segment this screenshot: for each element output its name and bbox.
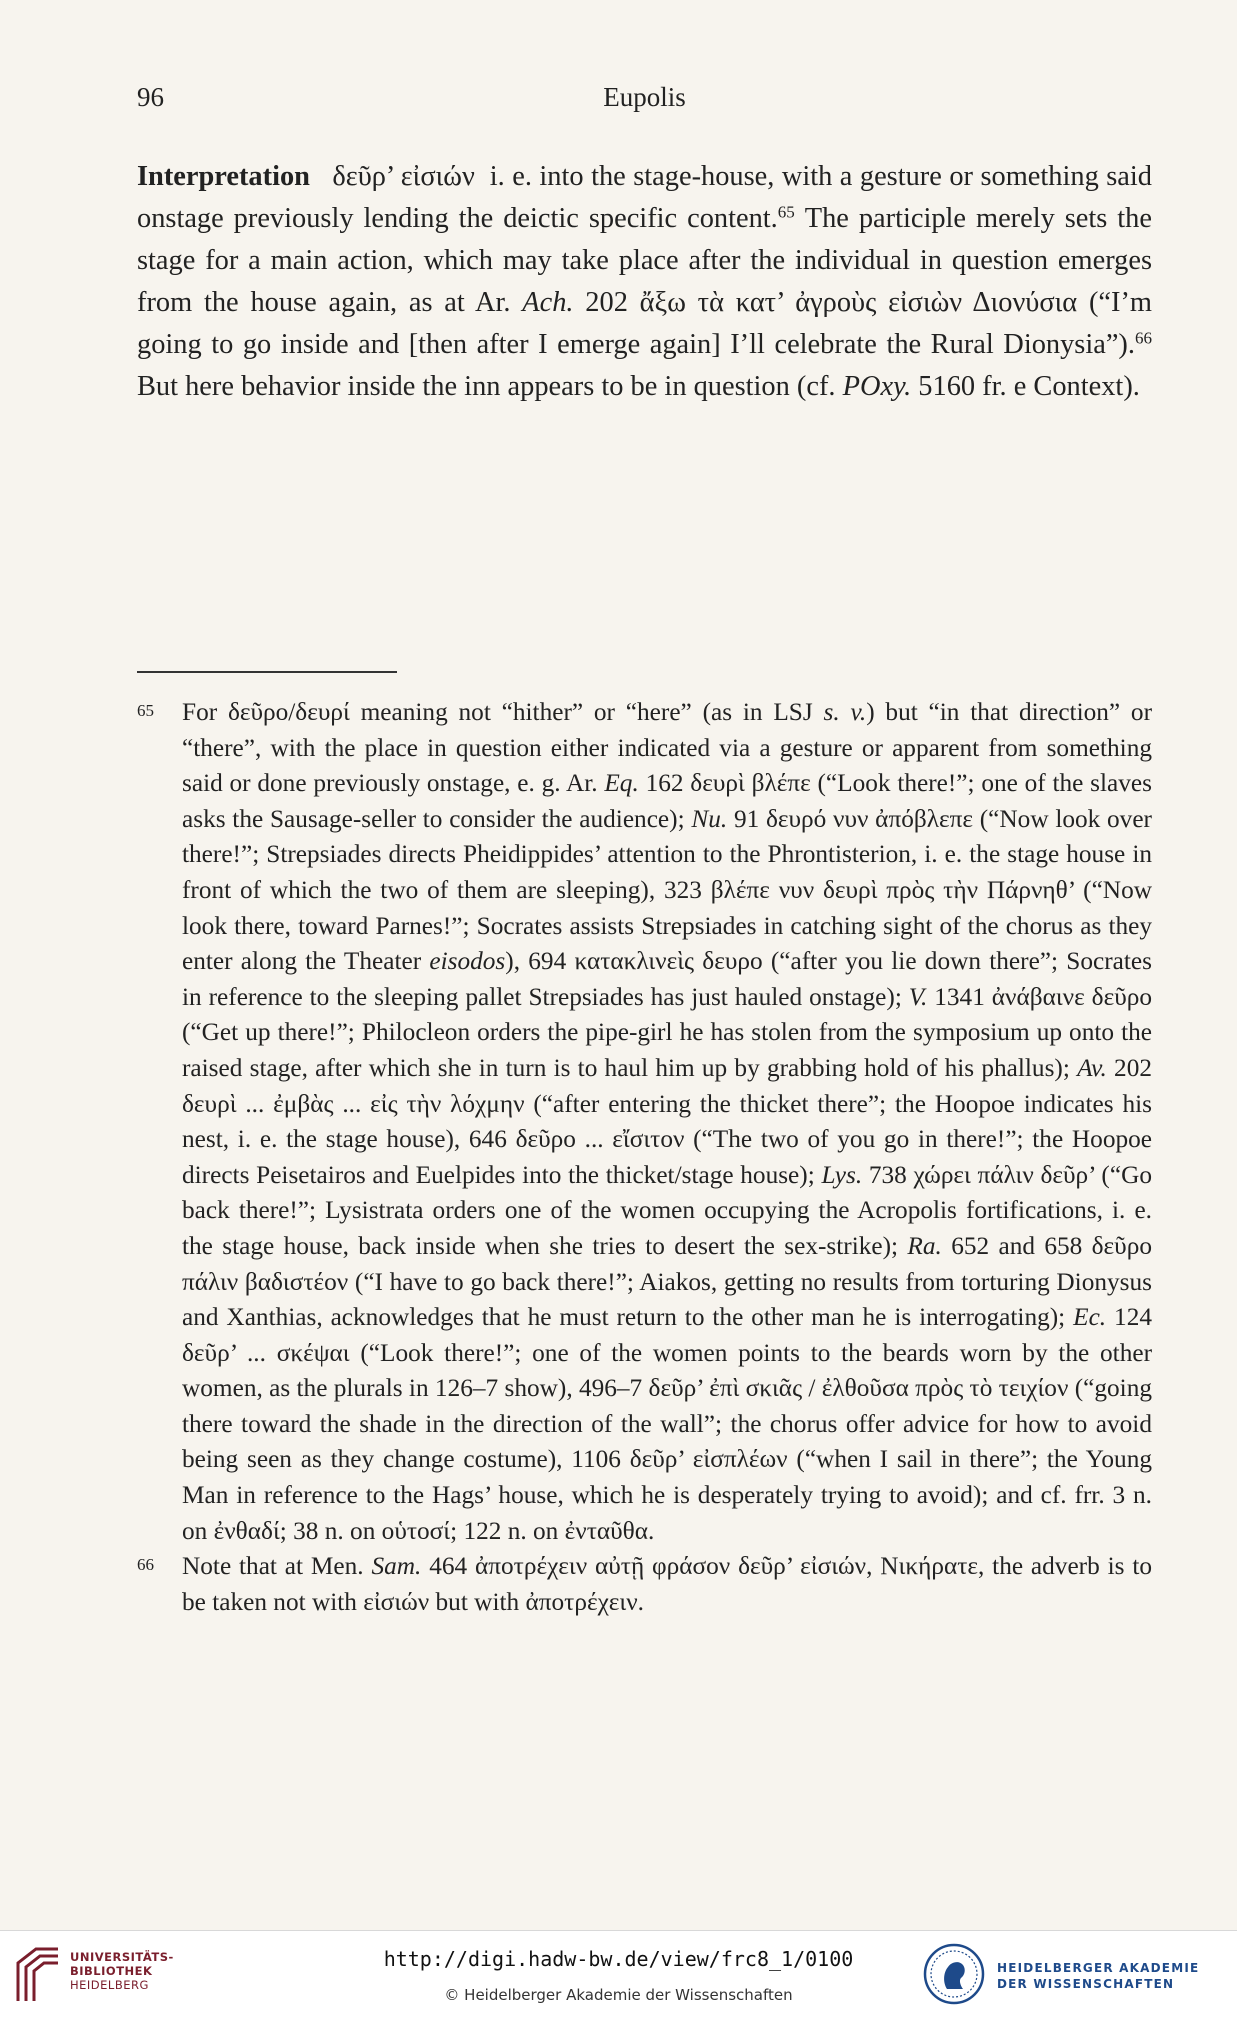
lemma: δεῦρ’ εἰσιών [332,161,475,192]
section-label: Interpretation [137,161,310,192]
text-segment: 738 χώρει πάλιν δεῦρ’ (“Go back there!”; Lysistrata orders one of the women occupying the Acropolis fortifications, i. e. the stage house, back inside when she tries to desert the sex-strike); [182,1160,1152,1260]
citation-abbrev: Sam. [371,1552,422,1581]
citation-abbrev: Nu. [691,804,728,833]
text-segment: 464 ἀποτρέχειν αὐτῇ φράσον δεῦρ’ εἰσιών, Νικήρατε, the adverb is to be taken not with εἰσιών but with ἀποτρέχειν. [182,1552,1152,1616]
citation-ach: Ach. [522,287,574,318]
hadw-logo[interactable] [923,1943,1213,2007]
text-segment: 5160 fr. e Context). [911,371,1140,402]
page-number: 96 [137,82,164,112]
text-segment: 1341 ἀνάβαινε δεῦρο (“Get up there!”; Philocleon orders the pipe-girl he has stolen from the symposium up onto the raised stage, after which she in turn is to haul him up by grabbing hold of his phallus); [182,982,1152,1082]
text-segment: 652 and 658 δεῦρο πάλιν βαδιστέον (“I have to go back there!”; Aiakos, getting no results from torturing Dionysus and Xanthias, acknowledges that he must return to the other man he is interrogating); [182,1231,1152,1332]
footnote-65 [137,695,1152,1549]
citation-poxy: POxy. [842,371,912,402]
citation-abbrev: V. [908,982,928,1011]
text-segment: i. e. into the stage-house, with a gesture or something said onstage previously lending the deictic specific content. [137,161,1152,234]
hadw-logo-text [997,1960,1199,1992]
main-paragraph [137,156,1152,408]
footnote-66 [137,1549,1152,1620]
citation-abbrev: Ra. [907,1231,942,1260]
citation-abbrev: Ec. [1073,1303,1107,1332]
running-title: Eupolis [603,82,686,112]
ub-line3: HEIDELBERG [70,1978,149,1992]
text-segment: 202 ἄξω τὰ κατ’ ἀγροὺς εἰσιὼν Διονύσια (“I’m going to go inside and [then after I emerge again] I’ll celebrate the Rural Dionysia”). [137,287,1152,360]
citation-abbrev: Lys. [821,1160,863,1189]
text-segment: But here behavior inside the inn appears to be in question (cf. [137,371,843,402]
text-segment: 202 δευρὶ ... ἐμβὰς ... εἰς τὴν λόχμην (“after entering the thicket there”; the Hoopoe indicates his nest, i. e. the stage house), 646 δεῦρο ... εἴσιτον (“The two of you go in there!”; the Hoopoe directs Peisetairos and Euelpides into the thicket/stage house); [182,1053,1152,1189]
hadw-seal-icon [923,1943,985,2005]
text-segment: The participle merely sets the stage for a main action, which may take place after the individual in question emerges from the house again, as at Ar. [137,203,1152,318]
citation-abbrev: s. v. [823,698,867,726]
footnotes [137,695,1152,1620]
ub-line1: UNIVERSITÄTS- [70,1950,174,1964]
copyright-notice: © Heidelberger Akademie der Wissenschaften [444,1986,793,2004]
footnote-ref-65[interactable]: 65 [777,202,795,222]
hadw-line2: DER WISSENSCHAFTEN [997,1977,1175,1991]
citation-abbrev: eisodos [429,947,506,976]
text-segment: 162 δευρὶ βλέπε (“Look there!”; one of the slaves asks the Sausage-seller to consider the audience); [182,769,1152,833]
permalink-url[interactable]: http://digi.hadw-bw.de/view/frc8_1/0100 [383,1947,854,1971]
text-segment: ) but “in that direction” or “there”, with the place in question either indicated via a gesture or apparent from something said or done previously onstage, e. g. Ar. [182,698,1152,798]
footnote-number: 66 [137,1555,154,1575]
hadw-line1: HEIDELBERGER AKADEMIE [997,1961,1200,1975]
citation-abbrev: Eq. [604,769,639,798]
citation-abbrev: Av. [1077,1053,1107,1082]
text-segment: 91 δευρό νυν ἀπόβλεπε (“Now look over there!”; Strepsiades directs Pheidippides’ attention to the Phrontisterion, i. e. the stage house in front of which the two of them are sleeping), 323 βλέπε νυν δευρὶ πρὸς τὴν Πάρνηθ’ (“Now look there, toward Parnes!”; Socrates assists Strepsiades in catching sight of the chorus as they enter along the Theater [182,804,1152,976]
ub-line2: BIBLIOTHEK [70,1964,153,1978]
text-segment: For δεῦρο/δευρί meaning not “hither” or “here” (as in LSJ [182,698,824,726]
text-segment: ), 694 κατακλινεὶς δευρο (“after you lie down there”; Socrates in reference to the sleeping pallet Strepsiades has just hauled onstage); [182,947,1152,1011]
text-segment: Note that at Men. [182,1552,372,1581]
footnote-rule [137,671,397,673]
digitization-footer [0,1930,1237,2018]
footnote-ref-66[interactable]: 66 [1134,328,1152,348]
footnote-text [182,1549,1152,1620]
footnote-text [182,695,1152,1549]
text-segment: 124 δεῦρ’ ... σκέψαι (“Look there!”; one of the women points to the beards worn by the other women, as the plurals in 126–7 show), 496–7 δεῦρ’ ἐπὶ σκιᾶς / ἐλθοῦσα πρὸς τὸ τειχίον (“going there toward the shade in the direction of the wall”; the chorus offer advice for how to avoid being seen as they change costume), 1106 δεῦρ’ εἰσπλέων (“when I sail in there”; the Young Man in reference to the Hags’ house, which he is desperately trying to avoid); and cf. frr. 3 n. on ἐνθαδί; 38 n. on οὑτοσί; 122 n. on ἐνταῦθα. [182,1303,1152,1545]
footnote-number: 65 [137,701,154,720]
